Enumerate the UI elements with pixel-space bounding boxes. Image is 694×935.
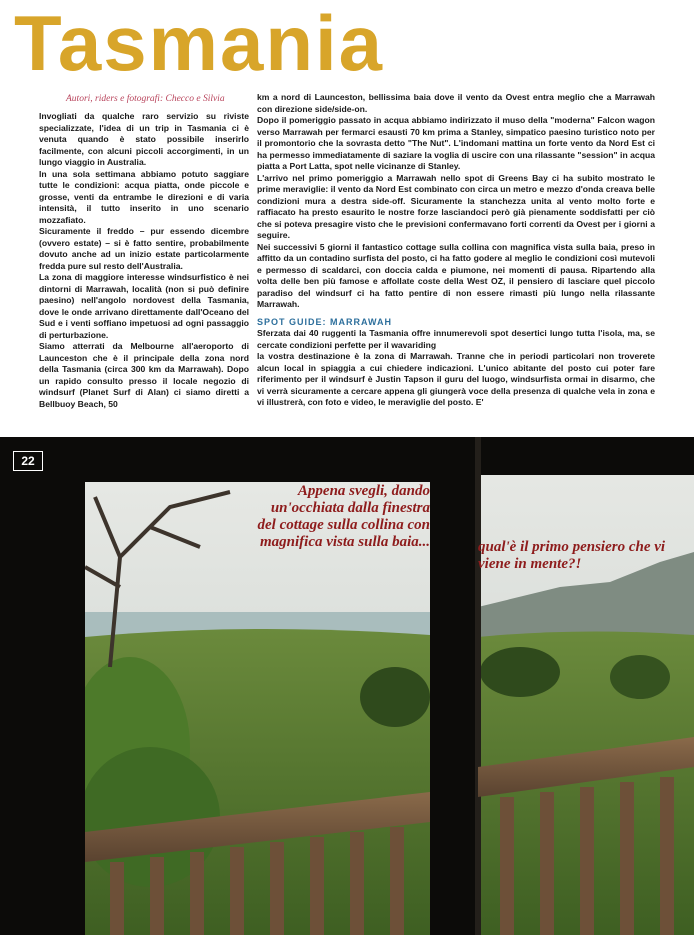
body-paragraph: La zona di maggiore interesse windsurfistico è nei dintorni di Marrawah, località (non si può definire paesino) nell'angolo nordovest della Tasmania, dove le onde arrivano direttamente dall'Oceano del Sud e i venti soffiano impetuosi ad ogni passaggio di perturbazione. [39,272,249,340]
page-number: 22 [13,451,43,471]
body-paragraph: Nei successivi 5 giorni il fantastico cottage sulla collina con magnifica vista sulla baia, preso in affitto da un contadino surfista del posto, ci ha fatto godere al meglio le condizioni così mutevoli e permesso di scaldarci, con doccia calda e piumone, nei momenti di pausa. Ripartendo alla volta delle ben più famose e affollate coste della West OZ, il pensiero di lasciare quel piccolo paradiso del windsurf ci ha fatto pentire di non essere rimasti più lungo nella rilassante Marrawah. [257,241,655,309]
body-paragraph: In una sola settimana abbiamo potuto saggiare tutte le condizioni: acqua piatta, onde piccole e grosse, venti da entrambe le direzioni e di varia intensità, il tutto inserito in uno scenario mozzafiato. [39,168,249,225]
photo-caption-right: qual'è il primo pensiero che vi viene in mente?! [478,539,666,572]
spot-guide-title: SPOT GUIDE: MARRAWAH [257,316,393,327]
left-column [39,111,249,410]
body-paragraph: Invogliati da qualche raro servizio su riviste specializzate, l'idea di un trip in Tasmania ci è venuta quando è stato possibile inserirlo facilmente, con alcuni piccoli accorgimenti, in un lungo viaggio in Australia. [39,111,249,167]
body-paragraph: L'arrivo nel primo pomeriggio a Marrawah nello spot di Greens Bay ci ha subito mostrato le prime meraviglie: il vento da Nord Est combinato con circa un metro e mezzo d'onda creava belle condizioni mura a destra side-off. Sicuramente la stanchezza unita al vento molto forte e raffiacato ha presto esaurito le nostre forze lasciandoci però già pienamente soddisfatti per ciò che si poteva presagire visto che le previsioni confermavano forti correnti da Ovest per i giorni a seguire. [257,172,655,240]
spot-guide-body: la vostra destinazione è la zona di Marrawah. Tranne che in periodi particolari non troverete alcun local in spiaggia a cui chiedere indicazioni. L'unico abitante del posto cui poter fare riferimento per il windsurf è Justin Tapson il guru del luogo, windsurfista ormai in disarmo, che vi verrà sicuramente a cercare appena gli giungerà voce della presenza di qualche vela in zona e vi illustrerà, con foto e video, le meraviglie del posto. E' [257,351,655,407]
article-title: Tasmania [14,0,385,86]
photo-caption-left: Appena svegli, dando un'occhiata dalla finestra del cottage sulla collina con magnifica vista sulla baia... [257,483,430,550]
body-paragraph: Siamo atterrati da Melbourne all'aeroporto di Launceston che è il principale della zona nord della Tasmania (circa 300 km da Marrawah). Dopo un rapido consulto presso il locale negozio di windsurf (Planet Surf di Alan) ci siamo diretti a Bellbuoy Beach, 50 [39,341,249,409]
article-credits: Autori, riders e fotografi: Checco e Silvia [66,94,225,104]
body-paragraph: Sicuramente il freddo – pur essendo dicembre (ovvero estate) – si è fatto sentire, probabilmente dovuto anche ad un inizio estate particolarmente fredda pure sul resto dell'Australia. [39,226,249,271]
right-column [257,92,655,409]
body-paragraph: Dopo il pomeriggio passato in acqua abbiamo indirizzato il muso della "moderna" Falcon wagon verso Marrawah per fermarci esausti 70 km prima a Stanley, simpatico paesino turistico noto per il promontorio che la sovrasta detto "The Nut". L'indomani mattina un forte vento da Nord Est ci ha permesso immediatamente di saziare la voglia di uscire con una rilassante "session" in acqua piatta a Port Latta, spot nelle vicinanze di Stanley. [257,115,655,171]
spot-guide-lead: Sferzata dai 40 ruggenti la Tasmania offre innumerevoli spot desertici lungo tutta l'isola, ma, se cercate condizioni perfette per il wavariding [257,328,655,350]
body-paragraph: km a nord di Launceston, bellissima baia dove il vento da Ovest entra meglio che a Marrawah con direzione side/side-on. [257,92,655,114]
